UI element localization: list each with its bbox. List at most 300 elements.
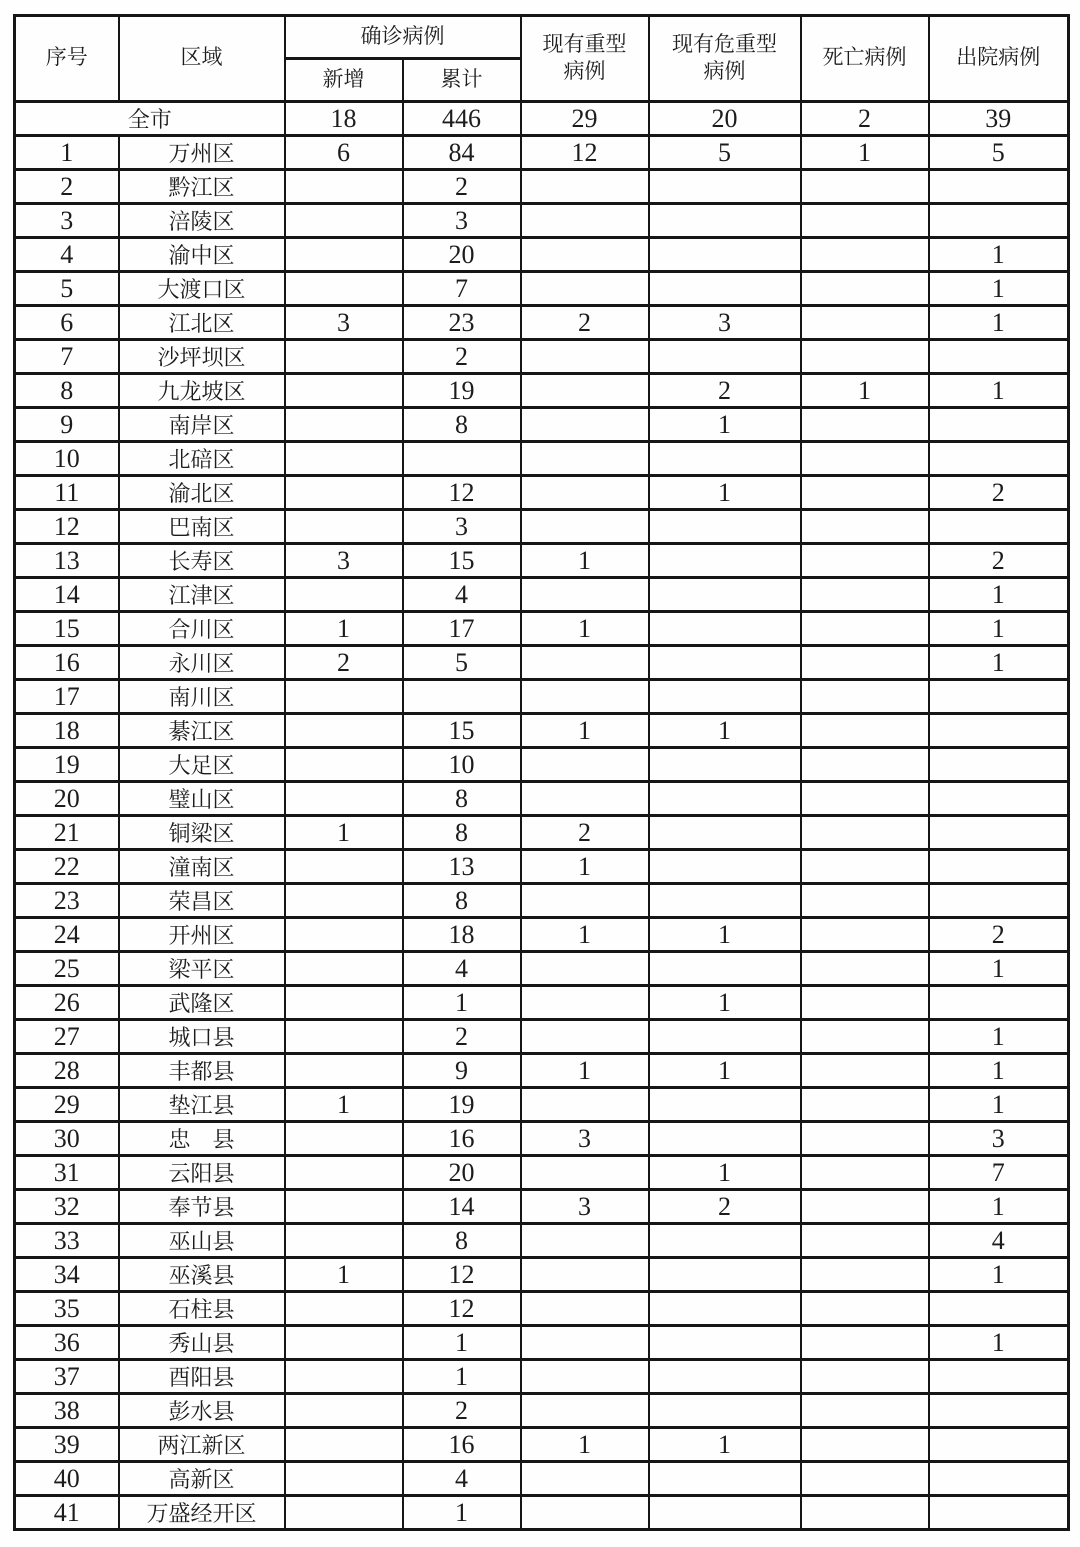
death-cases-cell [801, 1054, 929, 1088]
table-row [15, 1088, 1069, 1122]
critical-cases-cell [649, 510, 801, 544]
cumulative-cases-cell: 12 [403, 476, 521, 510]
region-cell: 两江新区 [119, 1428, 285, 1462]
severe-cases-cell [521, 238, 649, 272]
seq-cell: 17 [15, 680, 119, 714]
seq-cell: 27 [15, 1020, 119, 1054]
death-cases-cell [801, 850, 929, 884]
seq-cell: 34 [15, 1258, 119, 1292]
discharged-cases-cell [929, 1462, 1069, 1496]
header-severe-line2: 病例 [563, 59, 606, 83]
discharged-cases-cell [929, 1428, 1069, 1462]
critical-cases-cell [649, 204, 801, 238]
table-body [15, 102, 1069, 1530]
severe-cases-cell [521, 340, 649, 374]
region-cell: 万盛经开区 [119, 1496, 285, 1530]
region-cell: 忠 县 [119, 1122, 285, 1156]
critical-cases-cell: 1 [649, 408, 801, 442]
critical-cases-cell [649, 1122, 801, 1156]
death-cases-cell [801, 1122, 929, 1156]
region-cell: 巫溪县 [119, 1258, 285, 1292]
table-row [15, 850, 1069, 884]
discharged-cases-cell: 2 [929, 476, 1069, 510]
seq-cell: 22 [15, 850, 119, 884]
region-cell: 璧山区 [119, 782, 285, 816]
discharged-cases-cell [929, 408, 1069, 442]
cumulative-cases-cell: 7 [403, 272, 521, 306]
region-cell: 丰都县 [119, 1054, 285, 1088]
severe-cases-cell: 2 [521, 306, 649, 340]
cumulative-cases-cell: 10 [403, 748, 521, 782]
discharged-cases-cell [929, 1394, 1069, 1428]
seq-cell: 18 [15, 714, 119, 748]
severe-cases-cell: 1 [521, 612, 649, 646]
seq-cell: 19 [15, 748, 119, 782]
new-cases-cell [285, 510, 403, 544]
death-cases-cell [801, 272, 929, 306]
cumulative-cases-cell: 1 [403, 1496, 521, 1530]
new-cases-cell [285, 340, 403, 374]
cumulative-cases-cell: 23 [403, 306, 521, 340]
new-cases-cell [285, 476, 403, 510]
severe-cases-cell [521, 986, 649, 1020]
discharged-cases-cell [929, 680, 1069, 714]
seq-cell: 33 [15, 1224, 119, 1258]
seq-cell: 24 [15, 918, 119, 952]
cumulative-cases-cell: 8 [403, 1224, 521, 1258]
cumulative-cases-cell: 20 [403, 238, 521, 272]
seq-cell: 4 [15, 238, 119, 272]
table-row [15, 374, 1069, 408]
header-critical-line2: 病例 [703, 59, 746, 83]
discharged-cases-cell [929, 748, 1069, 782]
death-cases-cell [801, 204, 929, 238]
new-cases-cell [285, 578, 403, 612]
discharged-cases-cell [929, 884, 1069, 918]
table-row [15, 1292, 1069, 1326]
cumulative-cases-cell: 84 [403, 136, 521, 170]
critical-cases-cell [649, 1224, 801, 1258]
death-cases-cell [801, 714, 929, 748]
seq-cell: 9 [15, 408, 119, 442]
severe-cases-cell: 1 [521, 1428, 649, 1462]
discharged-cases-cell: 1 [929, 306, 1069, 340]
critical-cases-cell [649, 1292, 801, 1326]
seq-cell: 20 [15, 782, 119, 816]
severe-cases-cell [521, 1326, 649, 1360]
death-cases-cell [801, 1224, 929, 1258]
new-cases-cell [285, 1020, 403, 1054]
severe-cases-cell [521, 476, 649, 510]
new-cases-cell [285, 442, 403, 476]
new-cases-cell [285, 1496, 403, 1530]
new-cases-cell [285, 204, 403, 238]
new-cases-cell [285, 782, 403, 816]
region-cell: 铜梁区 [119, 816, 285, 850]
death-cases-cell [801, 442, 929, 476]
critical-cases-cell [649, 1088, 801, 1122]
severe-cases-cell [521, 1496, 649, 1530]
region-cell: 大渡口区 [119, 272, 285, 306]
severe-cases-cell [521, 782, 649, 816]
critical-cases-cell: 1 [649, 1054, 801, 1088]
summary-region: 全市 [15, 102, 285, 136]
discharged-cases-cell: 1 [929, 1020, 1069, 1054]
new-cases-cell: 1 [285, 1088, 403, 1122]
severe-cases-cell [521, 170, 649, 204]
region-cell: 南川区 [119, 680, 285, 714]
severe-cases-cell [521, 374, 649, 408]
cumulative-cases-cell: 20 [403, 1156, 521, 1190]
death-cases-cell [801, 408, 929, 442]
region-cell: 荣昌区 [119, 884, 285, 918]
seq-cell: 23 [15, 884, 119, 918]
discharged-cases-cell: 4 [929, 1224, 1069, 1258]
death-cases-cell [801, 578, 929, 612]
header-critical [649, 16, 801, 102]
critical-cases-cell: 2 [649, 1190, 801, 1224]
death-cases-cell [801, 170, 929, 204]
discharged-cases-cell [929, 850, 1069, 884]
table-row [15, 170, 1069, 204]
region-cell: 巫山县 [119, 1224, 285, 1258]
region-cell: 涪陵区 [119, 204, 285, 238]
table-row [15, 442, 1069, 476]
cumulative-cases-cell: 2 [403, 1394, 521, 1428]
severe-cases-cell [521, 204, 649, 238]
table-row [15, 1054, 1069, 1088]
death-cases-cell [801, 986, 929, 1020]
death-cases-cell [801, 476, 929, 510]
discharged-cases-cell: 5 [929, 136, 1069, 170]
seq-cell: 25 [15, 952, 119, 986]
discharged-cases-cell [929, 442, 1069, 476]
critical-cases-cell [649, 1462, 801, 1496]
severe-cases-cell [521, 646, 649, 680]
death-cases-cell: 1 [801, 136, 929, 170]
new-cases-cell [285, 952, 403, 986]
region-cell: 开州区 [119, 918, 285, 952]
cumulative-cases-cell: 8 [403, 408, 521, 442]
new-cases-cell: 6 [285, 136, 403, 170]
table-row [15, 1156, 1069, 1190]
new-cases-cell: 3 [285, 306, 403, 340]
seq-cell: 40 [15, 1462, 119, 1496]
region-cell: 永川区 [119, 646, 285, 680]
severe-cases-cell: 1 [521, 1054, 649, 1088]
death-cases-cell [801, 612, 929, 646]
critical-cases-cell [649, 816, 801, 850]
discharged-cases-cell: 1 [929, 1326, 1069, 1360]
header-confirmed-group: 确诊病例 [285, 16, 521, 59]
severe-cases-cell: 12 [521, 136, 649, 170]
seq-cell: 38 [15, 1394, 119, 1428]
seq-cell: 16 [15, 646, 119, 680]
seq-cell: 15 [15, 612, 119, 646]
new-cases-cell [285, 1360, 403, 1394]
header-row-1 [15, 16, 1069, 59]
critical-cases-cell [649, 1394, 801, 1428]
critical-cases-cell [649, 850, 801, 884]
discharged-cases-cell: 1 [929, 1088, 1069, 1122]
header-severe-line1: 现有重型 [542, 33, 627, 57]
cumulative-cases-cell: 16 [403, 1428, 521, 1462]
severe-cases-cell: 1 [521, 544, 649, 578]
table-row [15, 510, 1069, 544]
severe-cases-cell [521, 680, 649, 714]
new-cases-cell [285, 272, 403, 306]
region-cell: 潼南区 [119, 850, 285, 884]
cumulative-cases-cell: 8 [403, 782, 521, 816]
critical-cases-cell [649, 646, 801, 680]
cumulative-cases-cell [403, 442, 521, 476]
table-row [15, 680, 1069, 714]
severe-cases-cell: 3 [521, 1122, 649, 1156]
cumulative-cases-cell: 2 [403, 170, 521, 204]
new-cases-cell [285, 748, 403, 782]
table-row [15, 986, 1069, 1020]
cumulative-cases-cell: 4 [403, 952, 521, 986]
new-cases-cell [285, 170, 403, 204]
region-cell: 梁平区 [119, 952, 285, 986]
new-cases-cell [285, 1156, 403, 1190]
seq-cell: 37 [15, 1360, 119, 1394]
death-cases-cell: 1 [801, 374, 929, 408]
region-cell: 石柱县 [119, 1292, 285, 1326]
death-cases-cell [801, 510, 929, 544]
table-row [15, 136, 1069, 170]
region-cell: 南岸区 [119, 408, 285, 442]
cumulative-cases-cell: 1 [403, 986, 521, 1020]
critical-cases-cell [649, 782, 801, 816]
table-row [15, 1122, 1069, 1156]
table-row [15, 544, 1069, 578]
table-row [15, 1258, 1069, 1292]
summary-new: 18 [285, 102, 403, 136]
cumulative-cases-cell: 2 [403, 1020, 521, 1054]
critical-cases-cell: 1 [649, 714, 801, 748]
region-cell: 九龙坡区 [119, 374, 285, 408]
seq-cell: 7 [15, 340, 119, 374]
region-cell: 云阳县 [119, 1156, 285, 1190]
seq-cell: 39 [15, 1428, 119, 1462]
critical-cases-cell: 1 [649, 986, 801, 1020]
critical-cases-cell: 1 [649, 1428, 801, 1462]
header-deaths: 死亡病例 [801, 16, 929, 102]
table-row [15, 1394, 1069, 1428]
header-cumulative: 累计 [403, 59, 521, 102]
severe-cases-cell [521, 272, 649, 306]
discharged-cases-cell [929, 1496, 1069, 1530]
new-cases-cell: 3 [285, 544, 403, 578]
critical-cases-cell [649, 680, 801, 714]
death-cases-cell [801, 340, 929, 374]
table-header [15, 16, 1069, 102]
new-cases-cell [285, 1224, 403, 1258]
summary-discharged: 39 [929, 102, 1069, 136]
table-row [15, 816, 1069, 850]
cumulative-cases-cell: 3 [403, 510, 521, 544]
critical-cases-cell [649, 340, 801, 374]
death-cases-cell [801, 1292, 929, 1326]
cumulative-cases-cell: 1 [403, 1360, 521, 1394]
cumulative-cases-cell: 8 [403, 884, 521, 918]
seq-cell: 35 [15, 1292, 119, 1326]
critical-cases-cell [649, 1258, 801, 1292]
table-row [15, 884, 1069, 918]
table-row [15, 952, 1069, 986]
severe-cases-cell [521, 408, 649, 442]
discharged-cases-cell [929, 340, 1069, 374]
death-cases-cell [801, 1326, 929, 1360]
critical-cases-cell: 1 [649, 918, 801, 952]
critical-cases-cell [649, 1496, 801, 1530]
seq-cell: 10 [15, 442, 119, 476]
new-cases-cell [285, 1292, 403, 1326]
region-cell: 高新区 [119, 1462, 285, 1496]
table-row [15, 1020, 1069, 1054]
seq-cell: 2 [15, 170, 119, 204]
table-row [15, 1326, 1069, 1360]
death-cases-cell [801, 816, 929, 850]
cumulative-cases-cell: 1 [403, 1326, 521, 1360]
severe-cases-cell [521, 1360, 649, 1394]
cumulative-cases-cell [403, 680, 521, 714]
death-cases-cell [801, 918, 929, 952]
death-cases-cell [801, 680, 929, 714]
region-cell: 秀山县 [119, 1326, 285, 1360]
discharged-cases-cell [929, 986, 1069, 1020]
critical-cases-cell [649, 952, 801, 986]
cumulative-cases-cell: 19 [403, 1088, 521, 1122]
seq-cell: 11 [15, 476, 119, 510]
death-cases-cell [801, 1190, 929, 1224]
new-cases-cell [285, 1054, 403, 1088]
seq-cell: 31 [15, 1156, 119, 1190]
discharged-cases-cell: 1 [929, 1054, 1069, 1088]
seq-cell: 12 [15, 510, 119, 544]
death-cases-cell [801, 1394, 929, 1428]
critical-cases-cell [649, 238, 801, 272]
table-row [15, 714, 1069, 748]
new-cases-cell: 1 [285, 816, 403, 850]
discharged-cases-cell [929, 816, 1069, 850]
death-cases-cell [801, 646, 929, 680]
new-cases-cell [285, 714, 403, 748]
death-cases-cell [801, 1360, 929, 1394]
death-cases-cell [801, 1020, 929, 1054]
region-cell: 彭水县 [119, 1394, 285, 1428]
severe-cases-cell [521, 1292, 649, 1326]
seq-cell: 32 [15, 1190, 119, 1224]
severe-cases-cell: 2 [521, 816, 649, 850]
table-row [15, 748, 1069, 782]
seq-cell: 14 [15, 578, 119, 612]
table-row [15, 272, 1069, 306]
new-cases-cell [285, 1122, 403, 1156]
region-cell: 巴南区 [119, 510, 285, 544]
discharged-cases-cell [929, 1360, 1069, 1394]
severe-cases-cell: 1 [521, 714, 649, 748]
table-row [15, 612, 1069, 646]
new-cases-cell [285, 238, 403, 272]
severe-cases-cell [521, 884, 649, 918]
table-row [15, 918, 1069, 952]
critical-cases-cell: 1 [649, 476, 801, 510]
death-cases-cell [801, 1258, 929, 1292]
region-cell: 沙坪坝区 [119, 340, 285, 374]
death-cases-cell [801, 238, 929, 272]
cumulative-cases-cell: 8 [403, 816, 521, 850]
header-severe [521, 16, 649, 102]
region-cell: 大足区 [119, 748, 285, 782]
cumulative-cases-cell: 15 [403, 544, 521, 578]
cumulative-cases-cell: 13 [403, 850, 521, 884]
table-row [15, 646, 1069, 680]
table-row [15, 340, 1069, 374]
seq-cell: 3 [15, 204, 119, 238]
discharged-cases-cell [929, 510, 1069, 544]
region-cell: 江北区 [119, 306, 285, 340]
region-cell: 江津区 [119, 578, 285, 612]
discharged-cases-cell: 2 [929, 544, 1069, 578]
critical-cases-cell: 2 [649, 374, 801, 408]
seq-cell: 1 [15, 136, 119, 170]
critical-cases-cell [649, 170, 801, 204]
new-cases-cell [285, 680, 403, 714]
seq-cell: 30 [15, 1122, 119, 1156]
table-row [15, 1428, 1069, 1462]
cumulative-cases-cell: 4 [403, 1462, 521, 1496]
discharged-cases-cell [929, 782, 1069, 816]
cumulative-cases-cell: 19 [403, 374, 521, 408]
region-cell: 渝北区 [119, 476, 285, 510]
death-cases-cell [801, 884, 929, 918]
death-cases-cell [801, 952, 929, 986]
discharged-cases-cell: 1 [929, 238, 1069, 272]
new-cases-cell [285, 374, 403, 408]
summary-critical: 20 [649, 102, 801, 136]
critical-cases-cell [649, 1020, 801, 1054]
discharged-cases-cell [929, 204, 1069, 238]
cumulative-cases-cell: 9 [403, 1054, 521, 1088]
death-cases-cell [801, 544, 929, 578]
critical-cases-cell [649, 442, 801, 476]
new-cases-cell: 2 [285, 646, 403, 680]
table-row [15, 578, 1069, 612]
table-row [15, 1462, 1069, 1496]
discharged-cases-cell: 1 [929, 646, 1069, 680]
critical-cases-cell [649, 578, 801, 612]
discharged-cases-cell: 1 [929, 578, 1069, 612]
region-cell: 垫江县 [119, 1088, 285, 1122]
cumulative-cases-cell: 5 [403, 646, 521, 680]
cumulative-cases-cell: 3 [403, 204, 521, 238]
summary-cumulative: 446 [403, 102, 521, 136]
table-row [15, 782, 1069, 816]
seq-cell: 41 [15, 1496, 119, 1530]
discharged-cases-cell: 1 [929, 952, 1069, 986]
header-region: 区域 [119, 16, 285, 102]
critical-cases-cell: 1 [649, 1156, 801, 1190]
discharged-cases-cell: 3 [929, 1122, 1069, 1156]
new-cases-cell: 1 [285, 1258, 403, 1292]
critical-cases-cell: 5 [649, 136, 801, 170]
severe-cases-cell [521, 442, 649, 476]
cumulative-cases-cell: 16 [403, 1122, 521, 1156]
discharged-cases-cell: 1 [929, 374, 1069, 408]
severe-cases-cell: 3 [521, 1190, 649, 1224]
